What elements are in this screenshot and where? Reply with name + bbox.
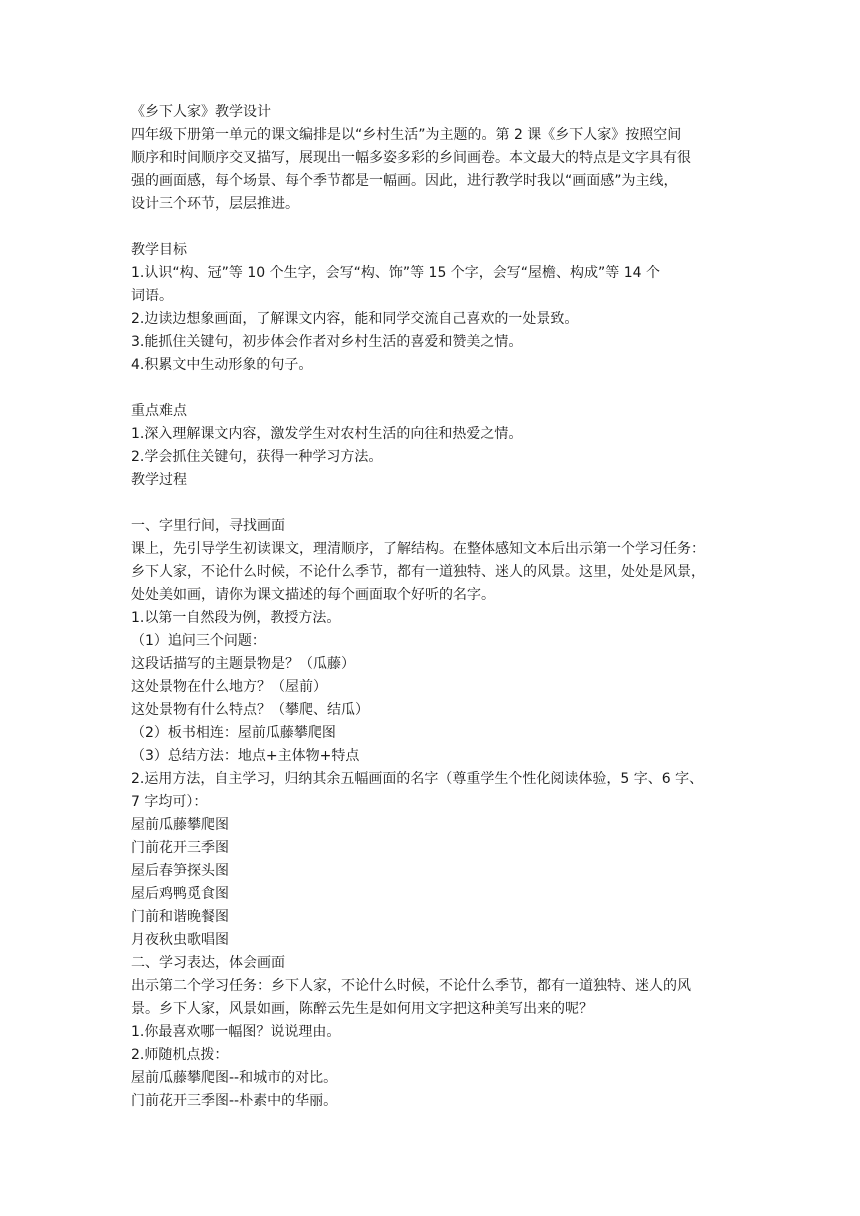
section1-line: 屋后鸡鸭觅食图 <box>131 886 229 902</box>
blank-line <box>131 216 731 239</box>
section2-line: 出示第二个学习任务：乡下人家，不论什么时候，不论什么季节，都有一道独特、迷人的风 <box>131 978 691 994</box>
goals-line: 词语。 <box>131 288 173 304</box>
section1-line: （1）追问三个问题： <box>131 633 266 649</box>
goals-heading: 教学目标 <box>131 242 187 258</box>
section2-heading: 二、学习表达，体会画面 <box>131 955 285 971</box>
section2-line: 1.你最喜欢哪一幅图？说说理由。 <box>131 1024 341 1040</box>
section1-line: 这处景物有什么特点？（攀爬、结瓜） <box>131 702 369 718</box>
process-heading: 教学过程 <box>131 472 187 488</box>
section1-line: 1.以第一自然段为例，教授方法。 <box>131 610 341 626</box>
goals-line: 2.边读边想象画面，了解课文内容，能和同学交流自己喜欢的一处景致。 <box>131 311 579 327</box>
blank-line <box>131 492 731 515</box>
section1-line: 这段话描写的主题景物是？（瓜藤） <box>131 656 355 672</box>
intro-line: 强的画面感，每个场景、每个季节都是一幅画。因此，进行教学时我以“画面感”为主线， <box>131 173 678 189</box>
section1-line: 这处景物在什么地方？（屋前） <box>131 679 327 695</box>
intro-line: 设计三个环节，层层推进。 <box>131 196 299 212</box>
key-points-line: 2.学会抓住关键句，获得一种学习方法。 <box>131 449 383 465</box>
key-points-line: 1.深入理解课文内容，激发学生对农村生活的向往和热爱之情。 <box>131 426 523 442</box>
intro-line: 顺序和时间顺序交叉描写，展现出一幅多姿多彩的乡间画卷。本文最大的特点是文字具有很 <box>131 150 691 166</box>
section1-line: 门前花开三季图 <box>131 840 229 856</box>
section1-line: 乡下人家，不论什么时候，不论什么季节，都有一道独特、迷人的风景。这里，处处是风景， <box>131 564 705 580</box>
section1-heading: 一、字里行间，寻找画面 <box>131 518 285 534</box>
goals-line: 4.积累文中生动形象的句子。 <box>131 357 313 373</box>
intro-line: 四年级下册第一单元的课文编排是以“乡村生活”为主题的。第 2 课《乡下人家》按照空间 <box>131 127 682 143</box>
section1-line: 7 字均可）： <box>131 794 208 810</box>
section1-line: 屋前瓜藤攀爬图 <box>131 817 229 833</box>
section2-line: 门前花开三季图--朴素中的华丽。 <box>131 1093 338 1109</box>
document-body <box>131 101 731 1113</box>
section1-line: （2）板书相连：屋前瓜藤攀爬图 <box>131 725 336 741</box>
section1-line: 课上，先引导学生初读课文，理清顺序，了解结构。在整体感知文本后出示第一个学习任务： <box>131 541 705 557</box>
section2-line: 屋前瓜藤攀爬图--和城市的对比。 <box>131 1070 338 1086</box>
section1-line: （3）总结方法：地点+主体物+特点 <box>131 748 360 764</box>
section1-line: 门前和谐晚餐图 <box>131 909 229 925</box>
key-points-heading: 重点难点 <box>131 403 187 419</box>
section1-line: 屋后春笋探头图 <box>131 863 229 879</box>
section1-line: 月夜秋虫歌唱图 <box>131 932 229 948</box>
section1-line: 2.运用方法，自主学习，归纳其余五幅画面的名字（尊重学生个性化阅读体验，5 字、6 字、 <box>131 771 704 787</box>
goals-line: 1.认识“构、冠”等 10 个生字，会写“构、饰”等 15 个字，会写“屋檐、构成”等 14 个 <box>131 265 661 281</box>
goals-line: 3.能抓住关键句，初步体会作者对乡村生活的喜爱和赞美之情。 <box>131 334 523 350</box>
section2-line: 景。乡下人家，风景如画，陈醉云先生是如何用文字把这种美写出来的呢？ <box>131 1001 593 1017</box>
document-title: 《乡下人家》教学设计 <box>131 104 271 120</box>
section2-line: 2.师随机点拨： <box>131 1047 229 1063</box>
blank-line <box>131 377 731 400</box>
section1-line: 处处美如画，请你为课文描述的每个画面取个好听的名字。 <box>131 587 495 603</box>
